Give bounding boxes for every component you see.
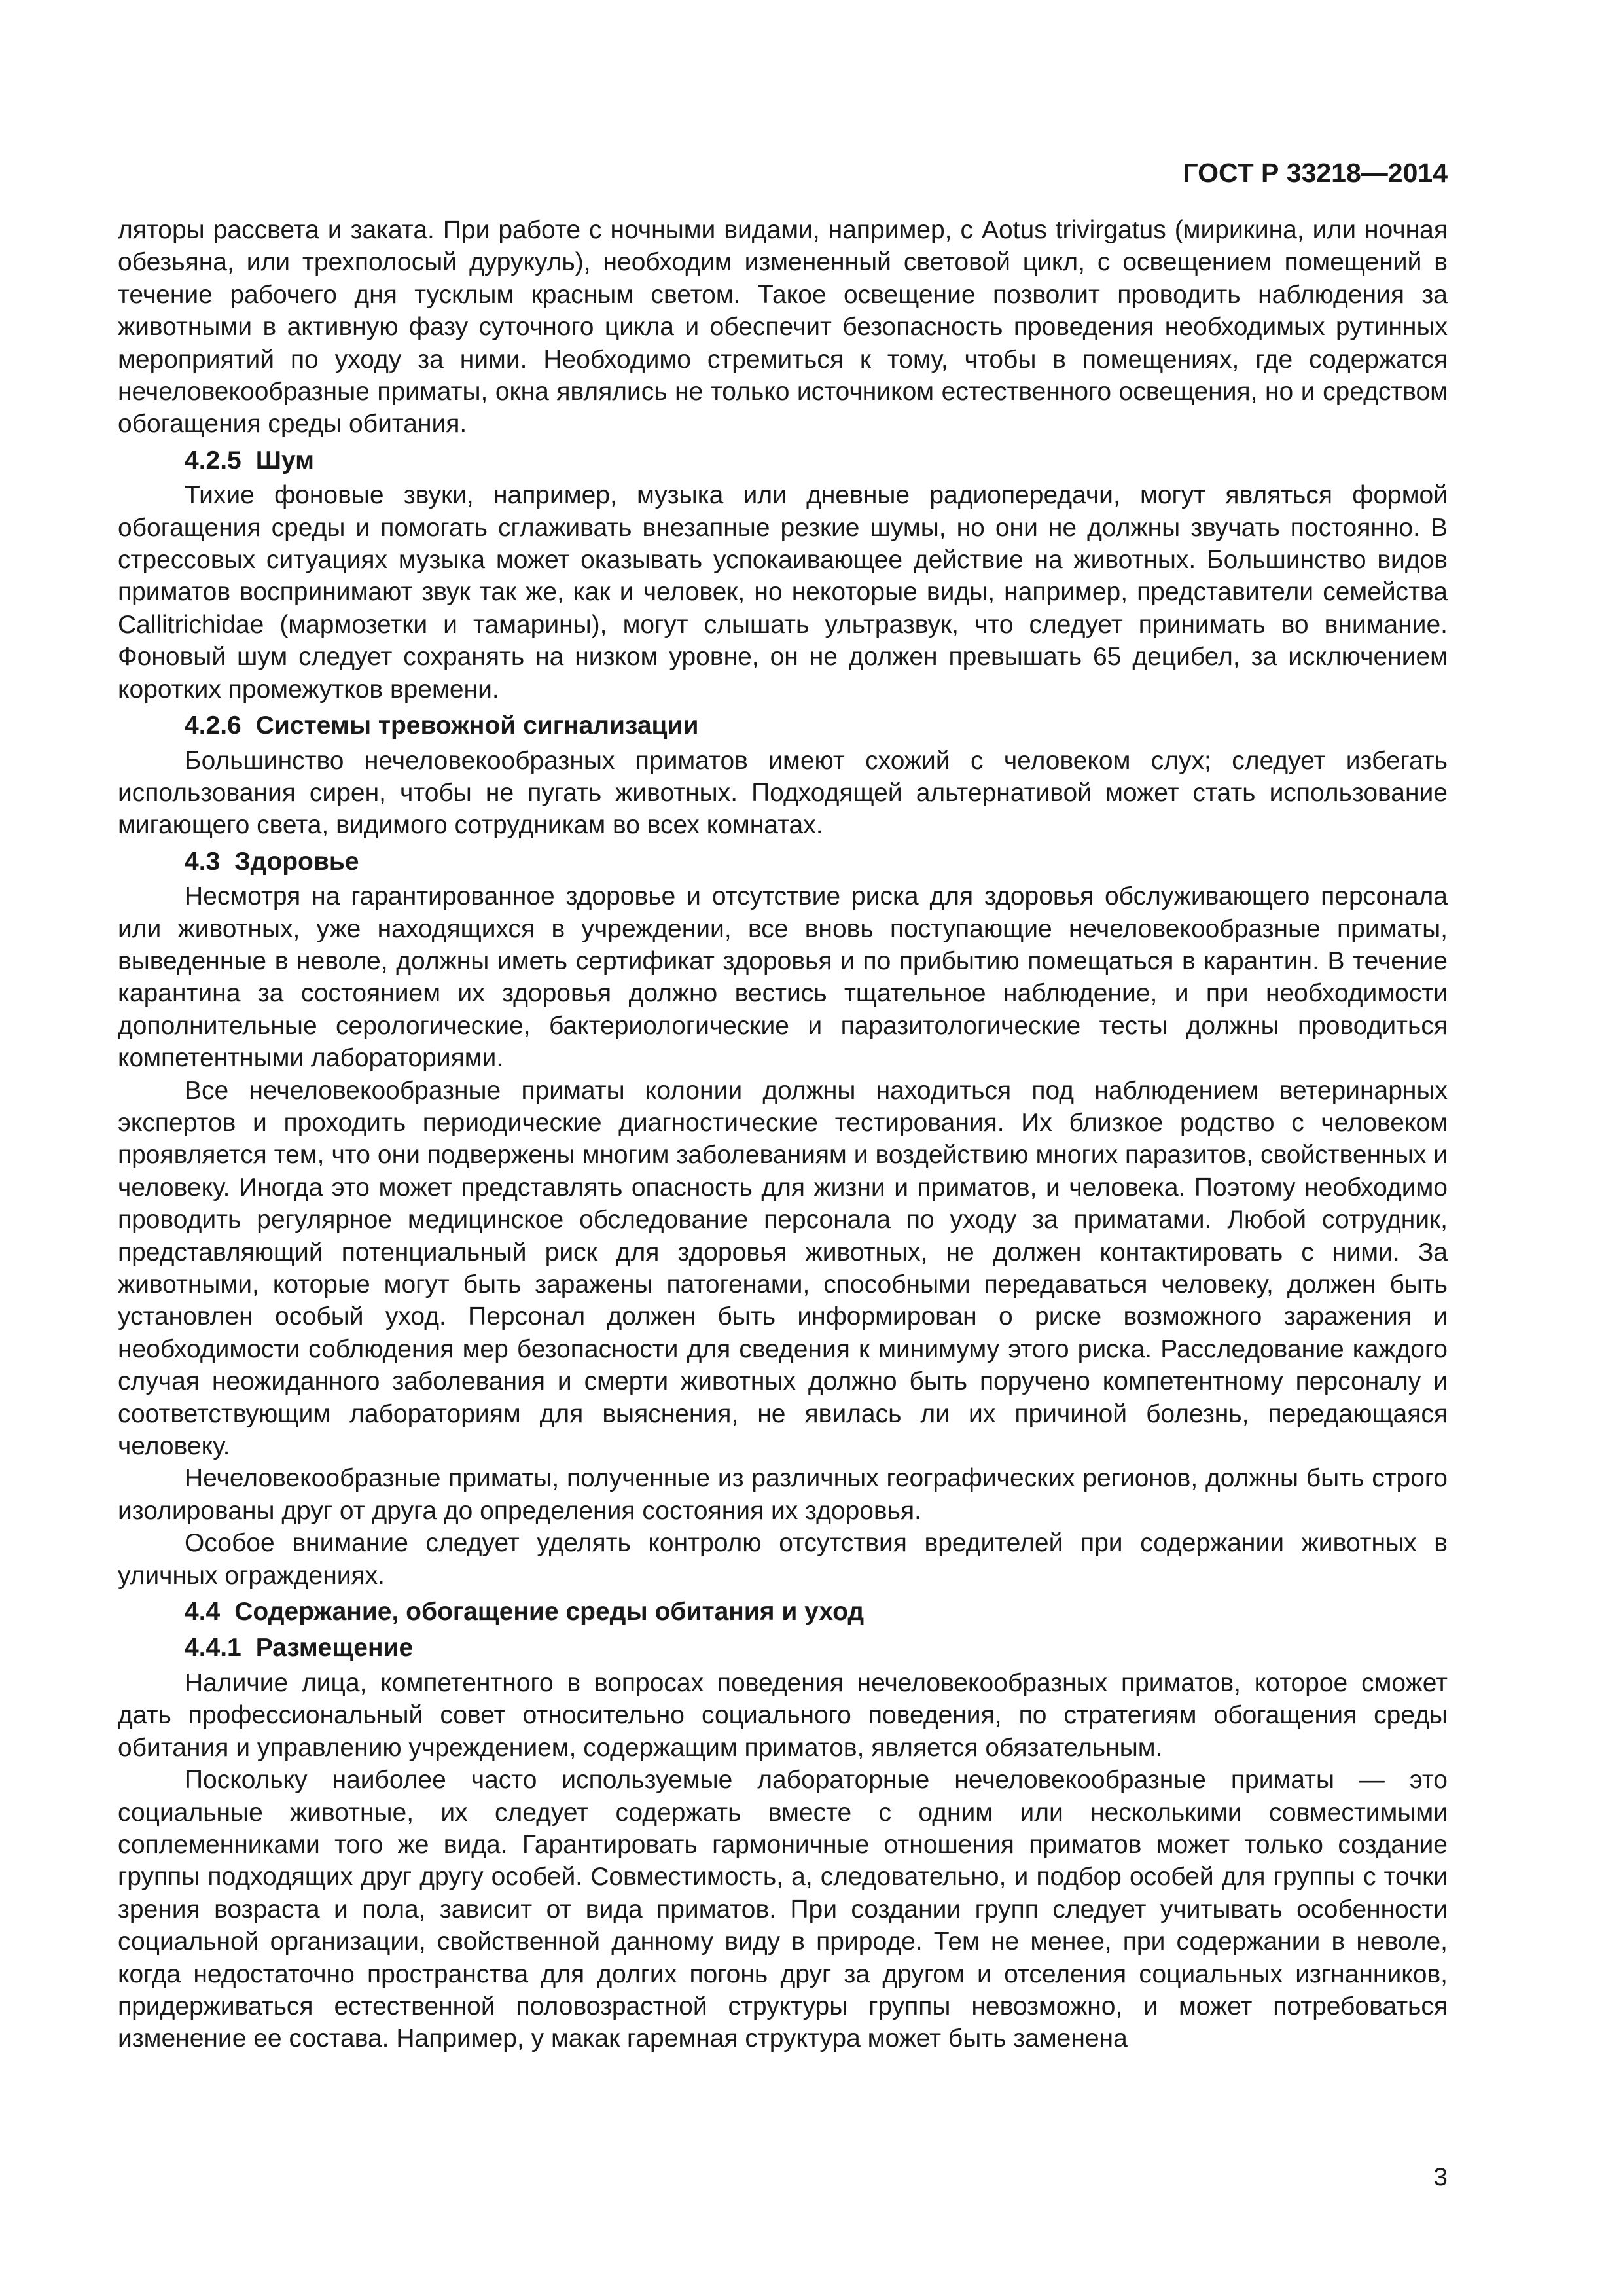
section-number: 4.4.1: [185, 1634, 241, 1662]
section-title: Размещение: [255, 1634, 414, 1662]
paragraph-pest-control: Особое внимание следует уделять контролю отсутствия вредителей при содержании животных в уличных ограждениях.: [118, 1529, 1448, 1590]
section-heading-4-4-1: [185, 1632, 1448, 1664]
section-heading-4-2-6: [185, 709, 1448, 742]
section-number: 4.3: [185, 847, 221, 876]
paragraph-health-isolation: Нечеловекообразные приматы, полученные из различных географических регионов, должны быть строго изолированы друг от друга до определения состояния их здоровья.: [118, 1464, 1448, 1525]
section-number: 4.2.5: [185, 446, 241, 475]
paragraph-housing-expert: Наличие лица, компетентного в вопросах поведения нечеловекообразных приматов, которое сможет дать профессиональный совет относительно социального поведения, по стратегиям обогащения среды обитания и управлению учреждением, содержащим приматов, является обязательным.: [118, 1668, 1448, 1762]
section-heading-4-2-5: [185, 444, 1448, 476]
page-number: 3: [1433, 2163, 1448, 2191]
document-code: ГОСТ Р 33218—2014: [1183, 158, 1448, 188]
section-heading-4-4: [185, 1596, 1448, 1628]
paragraph-noise: Тихие фоновые звуки, например, музыка или дневные радиопередачи, могут являться формой обогащения среды и помогать сглаживать внезапные резкие шумы, но они не должны звучать постоянно. В стрессовых ситуациях музыка может оказывать успокаивающее действие на животных. Большинство видов приматов воспринимают звук так же, как и человек, но некоторые виды, например, представители семейства Callitrichidae (мармозетки и тамарины), могут слышать ультразвук, что следует принимать во внимание. Фоновый шум следует сохранять на низком уровне, он не должен превышать 65 децибел, за исключением коротких промежутков времени.: [118, 481, 1448, 704]
section-title: Шум: [255, 446, 314, 475]
paragraph-health-quarantine: Несмотря на гарантированное здоровье и отсутствие риска для здоровья обслуживающего персонала или животных, уже находящихся в учреждении, все вновь поступающие нечеловекообразные приматы, выведенные в неволе, должны иметь сертификат здоровья и по прибытию помещаться в карантин. В течение карантина за состоянием их здоровья должно вестись тщательное наблюдение, и при необходимости дополнительные серологические, бактериологические и паразитологические тесты должны проводиться компетентными лабораториями.: [118, 882, 1448, 1073]
section-heading-4-3: [185, 846, 1448, 878]
paragraph-lighting-continued: ляторы рассвета и заката. При работе с ночными видами, например, с Aotus trivirgatus (мирикина, или ночная обезьяна, или трехполосый дурукуль), необходим измененный световой цикл, с освещением помещений в течение рабочего дня тусклым красным светом. Такое освещение позволит проводить наблюдения за животными в активную фазу суточного цикла и обеспечит безопасность проведения необходимых рутинных мероприятий по уходу за ними. Необходимо стремиться к тому, чтобы в помещениях, где содержатся нечеловекообразные приматы, окна являлись не только источником естественного освещения, но и средством обогащения среды обитания.: [118, 216, 1448, 439]
paragraph-housing-social-groups: Поскольку наиболее часто используемые лабораторные нечеловекообразные приматы — это социальные животные, их следует содержать вместе с одним или несколькими совместимыми соплеменниками того же вида. Гарантировать гармоничные отношения приматов может только создание группы подходящих друг другу особей. Совместимость, а, следовательно, и подбор особей для группы с точки зрения возраста и пола, зависит от вида приматов. При создании групп следует учитывать особенности социальной организации, свойственной данному виду в природе. Тем не менее, при содержании в неволе, когда недостаточно пространства для долгих погонь друг за другом и отселения социальных изгнанников, придерживаться естественной половозрастной структуры группы невозможно, и может потребоваться изменение ее состава. Например, у макак гаремная структура может быть заменена: [118, 1766, 1448, 2053]
section-title: Содержание, обогащение среды обитания и уход: [234, 1598, 865, 1626]
section-number: 4.2.6: [185, 711, 241, 740]
section-title: Системы тревожной сигнализации: [255, 711, 699, 740]
paragraph-health-monitoring: Все нечеловекообразные приматы колонии должны находиться под наблюдением ветеринарных экспертов и проходить периодические диагностические тестирования. Их близкое родство с человеком проявляется тем, что они подвержены многим заболеваниям и воздействию многих паразитов, свойственных и человеку. Иногда это может представлять опасность для жизни и приматов, и человека. Поэтому необходимо проводить регулярное медицинское обследование персонала по уходу за приматами. Любой сотрудник, представляющий потенциальный риск для здоровья животных, не должен контактировать с ними. За животными, которые могут быть заражены патогенами, способными передаваться человеку, должен быть установлен особый уход. Персонал должен быть информирован о риске возможного заражения и необходимости соблюдения мер безопасности для сведения к минимуму этого риска. Расследование каждого случая неожиданного заболевания и смерти животных должно быть поручено компетентному персоналу и соответствующим лабораториям для выяснения, не явилась ли их причиной болезнь, передающаяся человеку.: [118, 1076, 1448, 1461]
paragraph-alarm-systems: Большинство нечеловекообразных приматов имеют схожий с человеком слух; следует избегать использования сирен, чтобы не пугать животных. Подходящей альтернативой может стать использование мигающего света, видимого сотрудникам во всех комнатах.: [118, 746, 1448, 840]
section-title: Здоровье: [234, 847, 359, 876]
section-number: 4.4: [185, 1598, 221, 1626]
